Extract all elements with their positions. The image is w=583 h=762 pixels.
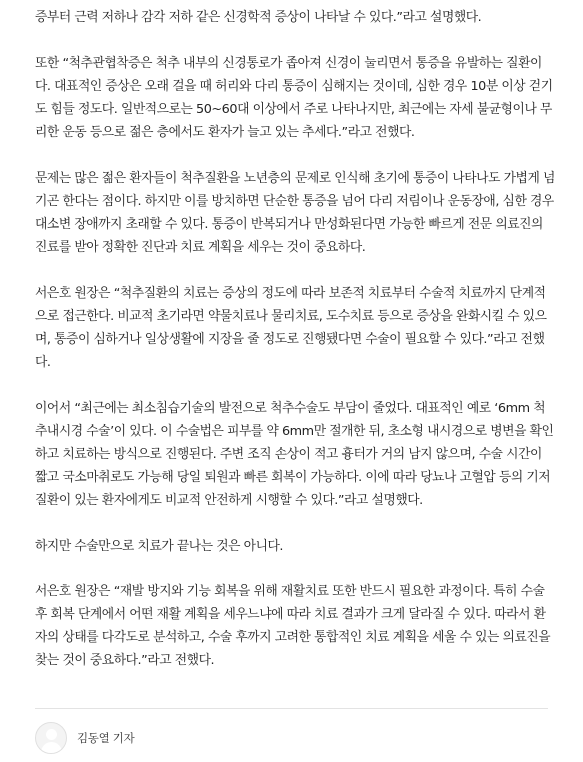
reporter-byline[interactable] [35, 721, 134, 755]
byline-divider [35, 708, 548, 709]
article-paragraph-3: 문제는 많은 젊은 환자들이 척추질환을 노년층의 문제로 인식해 초기에 통증이 나타나도 가볍게 넘기곤 한다는 점이다. 하지만 이를 방치하면 단순한 통증을 넘어 다리 저림이나 운동장애, 심한 경우 대소변 장애까지 초래할 수 있다. 통증이 반복되거나 만성화된다면 가능한 빠르게 전문 의료진의 진료를 받아 정확한 진단과 치료 계획을 세우는 것이 중요하다. [35, 171, 555, 255]
article-paragraph-5: 이어서 “최근에는 최소침습기술의 발전으로 척추수술도 부담이 줄었다. 대표적인 예로 ‘6mm 척추내시경 수술’이 있다. 이 수술법은 피부를 약 6mm만 절개한 뒤, 초소형 내시경으로 병변을 확인하고 치료하는 방식으로 진행된다. 주변 조직 손상이 적고 흉터가 거의 남지 않으며, 수술 시간이 짧고 국소마취로도 가능해 당일 퇴원과 빠른 회복이 가능하다. 이에 따라 당뇨나 고혈압 등의 기저질환이 있는 환자에게도 비교적 안전하게 시행할 수 있다.”라고 설명했다. [35, 401, 554, 508]
user-avatar-icon [35, 722, 67, 754]
article-paragraph-7: 서은호 원장은 “재발 방지와 기능 회복을 위해 재활치료 또한 반드시 필요한 과정이다. 특히 수술 후 회복 단계에서 어떤 재활 계획을 세우느냐에 따라 치료 결과가 크게 달라질 수 있다. 따라서 환자의 상태를 다각도로 분석하고, 수술 후까지 고려한 통합적인 치료 계획을 세울 수 있는 의료진을 찾는 것이 중요하다.”라고 전했다. [35, 584, 551, 668]
article-paragraph-6: 하지만 수술만으로 치료가 끝나는 것은 아니다. [35, 539, 284, 554]
article-paragraph-4: 서은호 원장은 “척추질환의 치료는 증상의 정도에 따라 보존적 치료부터 수술적 치료까지 단계적으로 접근한다. 비교적 초기라면 약물치료나 물리치료, 도수치료 등으로 증상을 완화시킬 수 있으며, 통증이 심하거나 일상생활에 지장을 줄 정도로 진행됐다면 수술이 필요할 수 있다.”라고 전했다. [35, 286, 547, 370]
article-body [35, 6, 555, 695]
article-paragraph-1: 증부터 근력 저하나 감각 저하 같은 신경학적 증상이 나타날 수 있다.”라고 설명했다. [35, 10, 482, 25]
article-paragraph-2: 또한 “척추관협착증은 척추 내부의 신경통로가 좁아져 신경이 눌리면서 통증을 유발하는 질환이다. 대표적인 증상은 오래 걸을 때 허리와 다리 통증이 심해지는 것이데, 심한 경우 10분 이상 걷기도 힘들 정도다. 일반적으로는 50~60대 이상에서 주로 나타나지만, 최근에는 자세 불균형이나 무리한 운동 등으로 젊은 층에서도 환자가 늘고 있는 추세다.”라고 전했다. [35, 56, 553, 140]
reporter-name[interactable]: 김동열 기자 [77, 731, 135, 745]
